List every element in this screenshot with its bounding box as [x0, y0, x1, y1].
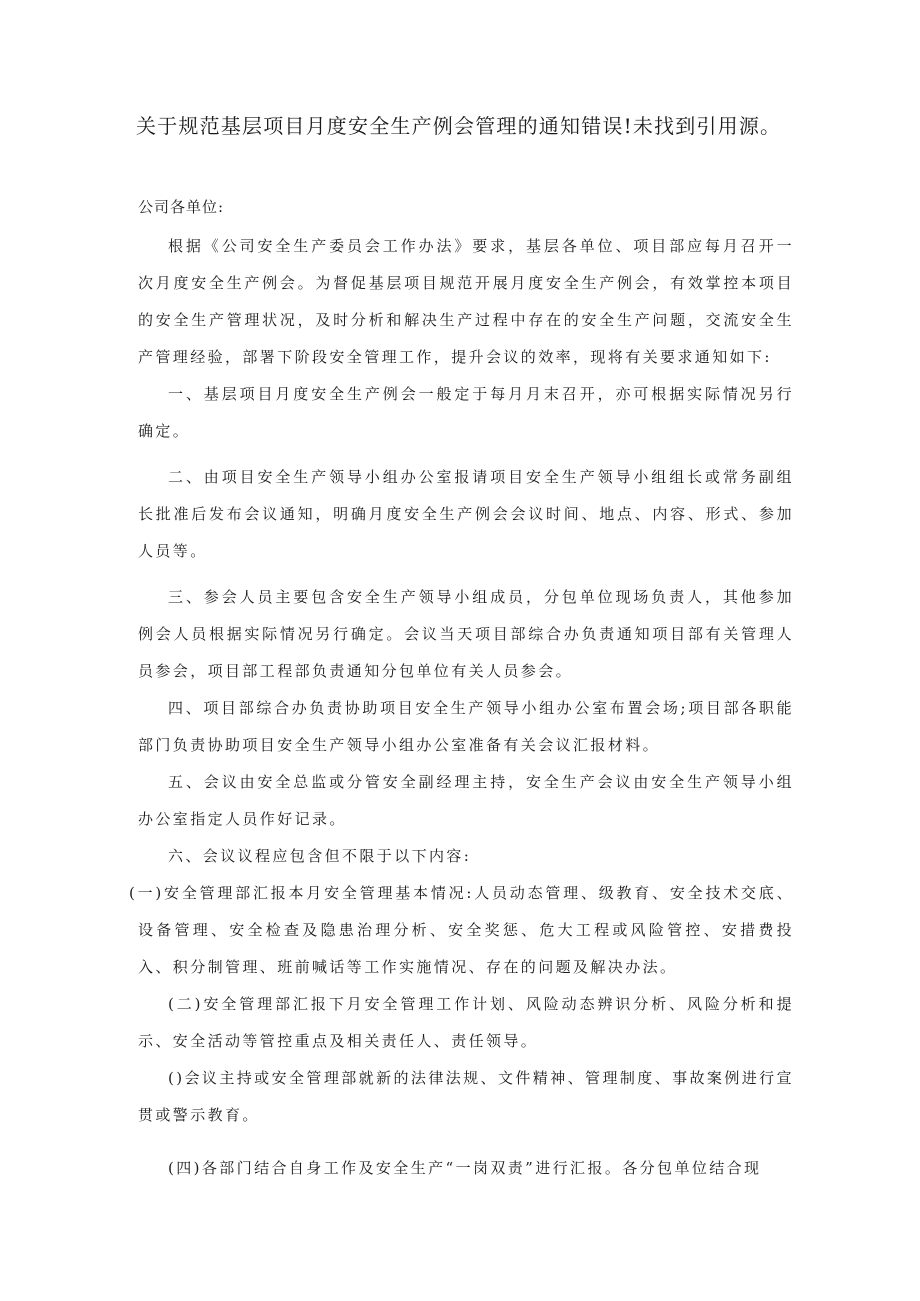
document-body	[129, 228, 794, 1187]
paragraph-subitem-3: ()会议主持或安全管理部就新的法律法规、文件精神、管理制度、事故案例进行宣贯或警示教育。	[138, 1069, 794, 1124]
salutation: 公司各单位:	[138, 198, 225, 216]
paragraph-intro: 根据《公司安全生产委员会工作办法》要求，基层各单位、项目部应每月召开一次月度安全生产例会。为督促基层项目规范开展月度安全生产例会，有效掌控本项目的安全生产管理状况，及时分析和解决生产过程中存在的安全生产问题，交流安全生产管理经验，部署下阶段安全管理工作，提升会议的效率，现将有关要求通知如下:	[138, 237, 794, 366]
paragraph-item-1: 一、基层项目月度安全生产例会一般定于每月月末召开，亦可根据实际情况另行确定。	[138, 385, 794, 440]
paragraph-subitem-1: (一)安全管理部汇报本月安全管理基本情况:人员动态管理、级教育、安全技术交底、设备管理、安全检查及隐患治理分析、安全奖惩、危大工程或风险管控、安措费投入、积分制管理、班前喊话等工作实施情况、存在的问题及解决办法。	[129, 884, 794, 976]
paragraph-item-3: 三、参会人员主要包含安全生产领导小组成员，分包单位现场负责人，其他参加例会人员根据实际情况另行确定。会议当天项目部综合办负责通知项目部有关管理人员参会，项目部工程部负责通知分包单位有关人员参会。	[138, 588, 794, 680]
paragraph-subitem-2: (二)安全管理部汇报下月安全管理工作计划、风险动态辨识分析、风险分析和提示、安全活动等管控重点及相关责任人、责任领导。	[138, 995, 794, 1050]
document-title: 关于规范基层项目月度安全生产例会管理的通知错误!未找到引用源。	[136, 114, 782, 138]
paragraph-item-4: 四、项目部综合办负责协助项目安全生产领导小组办公室布置会场;项目部各职能部门负责协助项目安全生产领导小组办公室准备有关会议汇报材料。	[138, 699, 794, 754]
paragraph-item-5: 五、会议由安全总监或分管安全副经理主持，安全生产会议由安全生产领导小组办公室指定人员作好记录。	[138, 773, 794, 828]
paragraph-item-2: 二、由项目安全生产领导小组办公室报请项目安全生产领导小组组长或常务副组长批准后发布会议通知，明确月度安全生产例会会议时间、地点、内容、形式、参加人员等。	[138, 468, 794, 560]
paragraph-item-6: 六、会议议程应包含但不限于以下内容:	[168, 847, 472, 865]
paragraph-subitem-4: (四)各部门结合自身工作及安全生产“一岗双责”进行汇报。各分包单位结合现	[168, 1159, 762, 1177]
